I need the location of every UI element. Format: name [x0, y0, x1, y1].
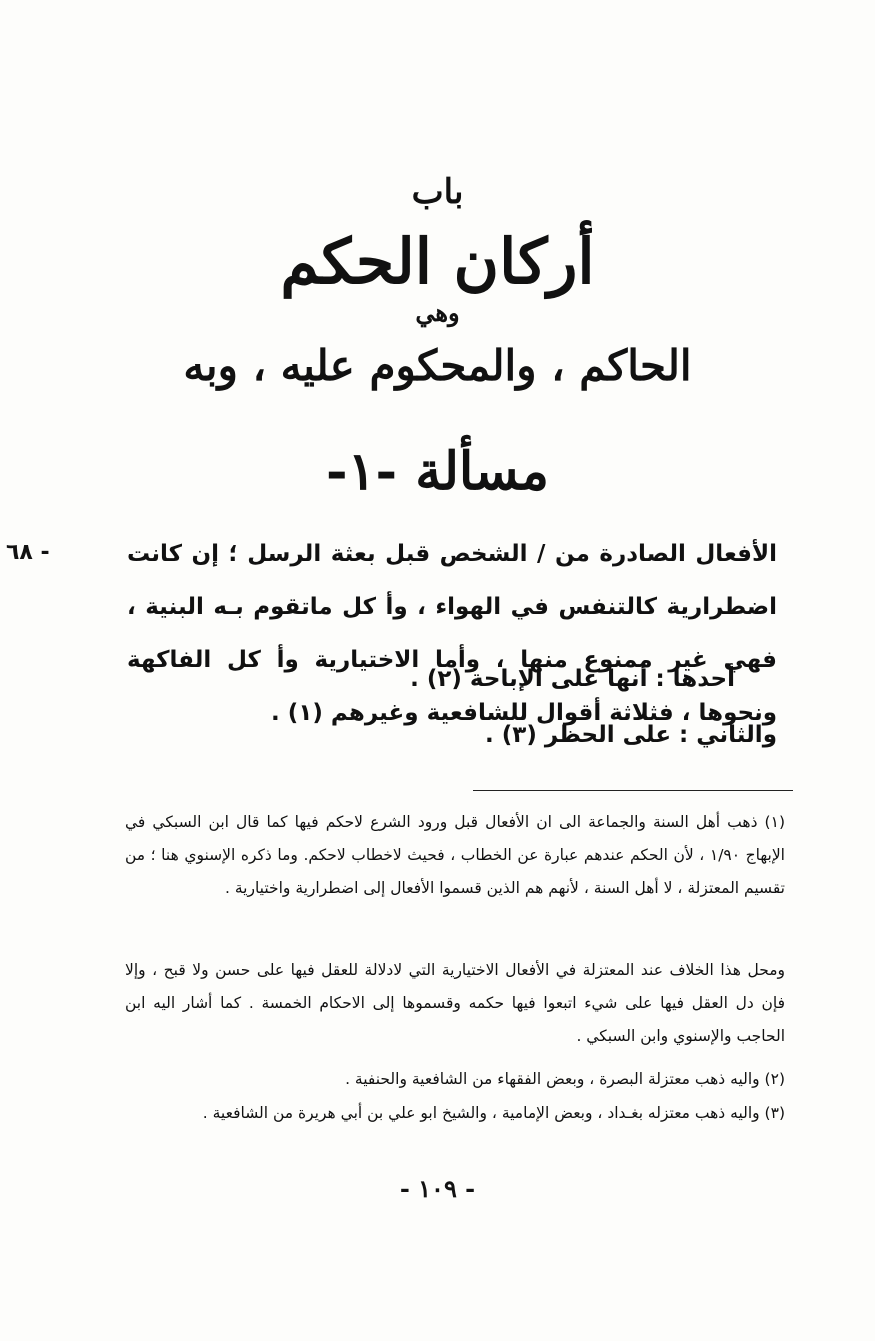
footnote-1-continuation: ومحل هذا الخلاف عند المعتزلة في الأفعال الاختيارية التي لادلالة للعقل فيها على حسن ولا قبح ، وإلا فإن دل العقل فيها على شيء اتبعوا فيها حكمه وقسموها إلى الاحكام الخمسة . كما أشار اليه ابن الحاجب والإسنوي وابن السبكي .: [125, 961, 785, 1045]
main-paragraph: الأفعال الصادرة من / الشخص قبل بعثة الرسل ؛ إن كانت اضطرارية كالتنفس في الهواء ، وأ كل ماتقوم بـه البنية ، فهي غير ممنوع منها ، وأما الاختيارية وأ كل الفاكهة ونحوها ، فثلاثة أقوال للشافعية وغيرهم (١) .: [127, 541, 777, 726]
chapter-subtitle: الحاكم ، والمحكوم عليه ، وبه: [183, 341, 692, 390]
title-connector: وهي: [415, 298, 460, 327]
chapter-label: باب: [411, 172, 464, 212]
opinion-second: والثاني : على الحظر (٣) .: [485, 722, 777, 748]
chapter-title: أركان الحكم: [280, 225, 595, 298]
issue-heading: مسألة -١-: [325, 441, 550, 502]
footnote-3: (٣) واليه ذهب معتزله بغـداد ، وبعض الإمامية ، والشيخ ابو علي بن أبي هريرة من الشافعية .: [202, 1104, 785, 1122]
footnote-1: (١) ذهب أهل السنة والجماعة الى ان الأفعال قبل ورود الشرع لاحكم فيها كما قال ابن السبكي في الإبهاج ١/٩٠ ، لأن الحكم عندهم عبارة عن الخطاب ، فحيث لاخطاب لاحكم. وما ذكره الإسنوي هنا ؛ من تقسيم المعتزلة ، لا أهل السنة ، لأنهم هم الذين قسموا الأفعال إلى اضطرارية واختيارية .: [125, 813, 785, 897]
footnote-divider: [473, 790, 793, 791]
footnote-2: (٢) واليه ذهب معتزلة البصرة ، وبعض الفقهاء من الشافعية والحنفية .: [345, 1070, 785, 1088]
margin-page-reference: ٦٨ -: [6, 540, 50, 565]
page-number: - ١٠٩ -: [399, 1174, 476, 1203]
opinion-first: أحدها : أنها على الإباحة (٢) .: [410, 666, 735, 692]
